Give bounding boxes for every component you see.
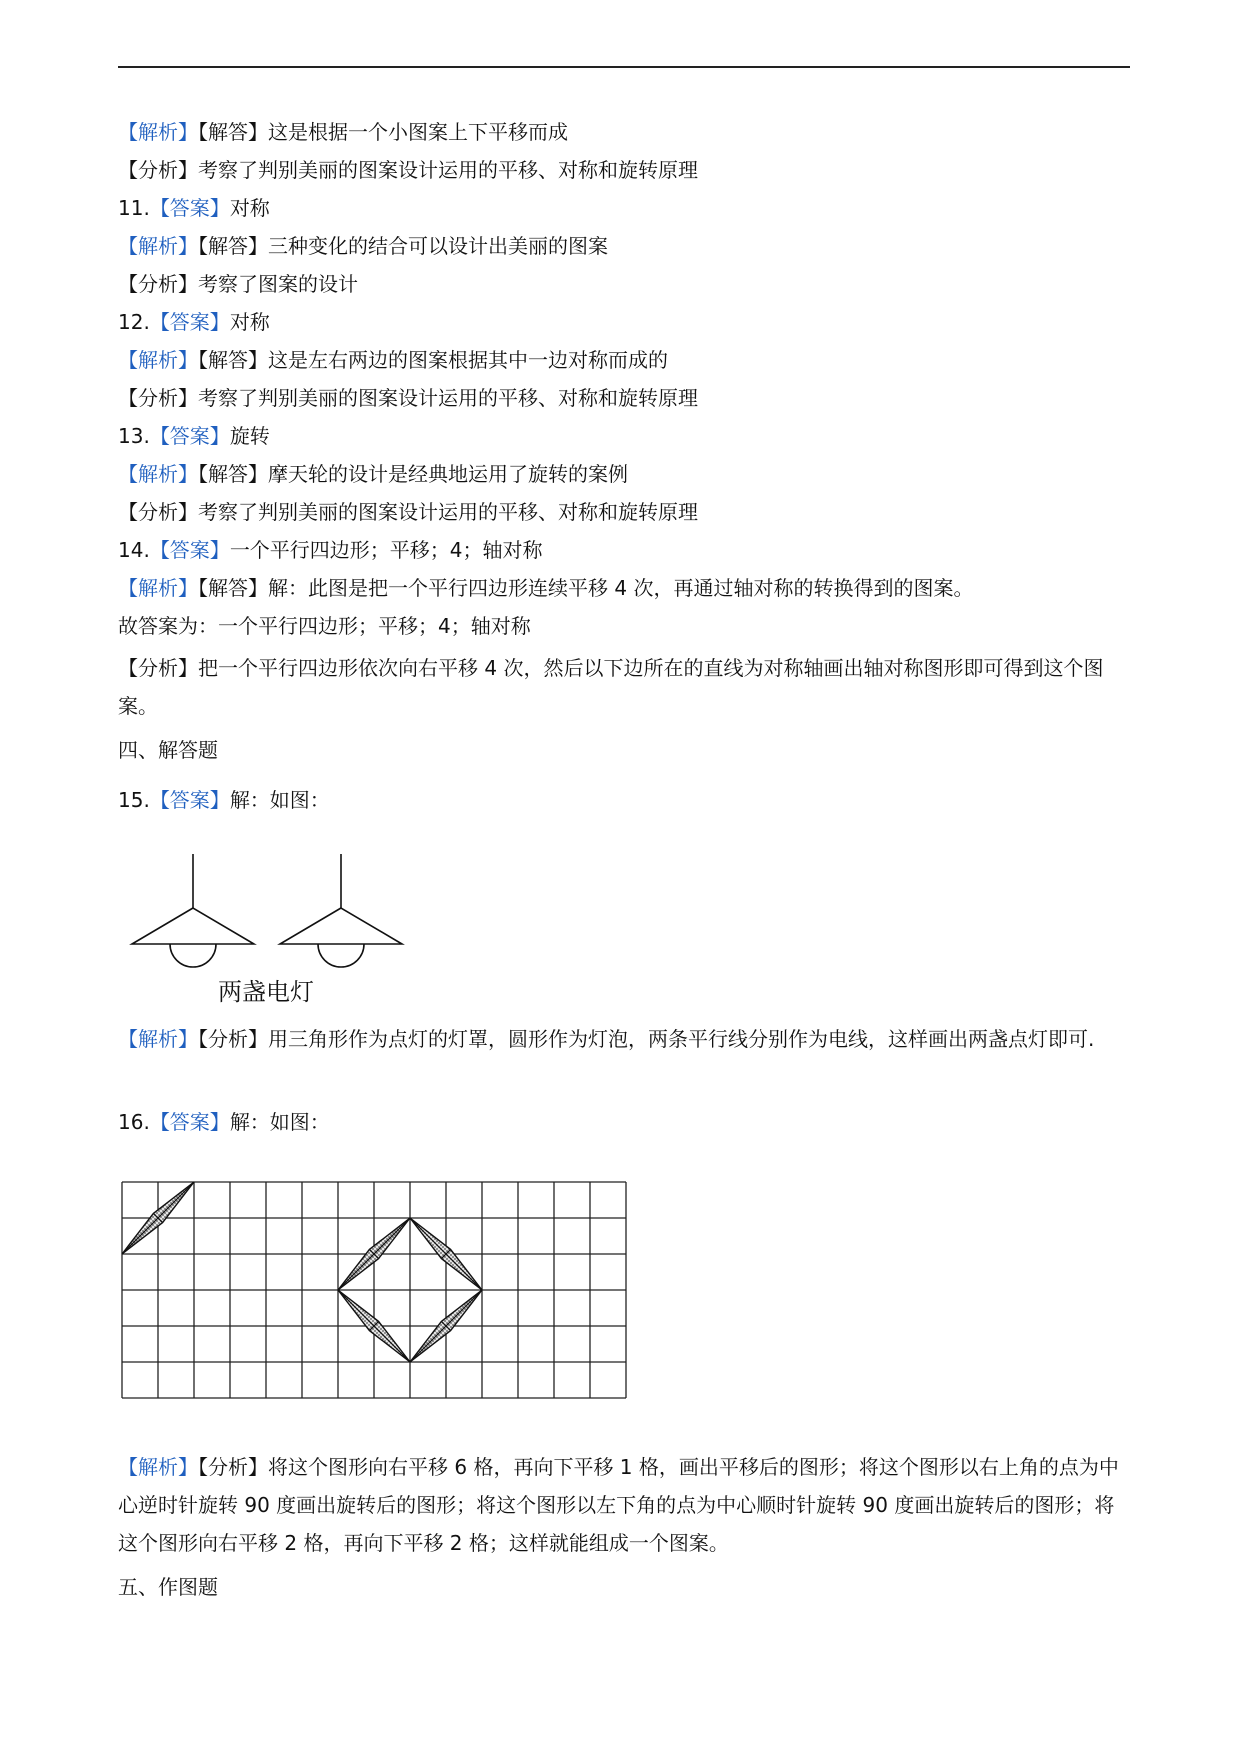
answer-label: 【答案】: [149, 1110, 230, 1134]
jiexi-label: 【解析】: [118, 1455, 198, 1479]
text: 将这个图形向右平移 6 格，再向下平移 1 格，画出平移后的图形；将这个图形以右上角的点为中心逆时针旋转 90 度画出旋转后的图形；将这个图形以左下角的点为中心顺时针旋转 90 度画出旋转后的图形；将这个图形向右平移 2 格，再向下平移 2 格；这样就能组成一个图案。: [118, 1455, 1119, 1555]
analysis-line: [118, 269, 358, 299]
fenxi-label: 【分析】: [118, 272, 198, 296]
lamp-left: [132, 854, 254, 967]
question-number: 11.: [118, 196, 150, 220]
answer-text: 对称: [229, 196, 270, 220]
analysis-line: [118, 155, 698, 185]
jiexi-label: 【解析】: [118, 234, 198, 258]
figure-caption: 两盏电灯: [218, 978, 314, 1006]
jiexi-label: 【解析】: [118, 576, 198, 600]
question-number: 14.: [118, 538, 150, 562]
jieda-label: 【解答】: [198, 462, 268, 486]
answer-text: 解：如图：: [229, 788, 330, 812]
two-lamps-figure: [128, 850, 418, 1010]
text: 解：此图是把一个平行四边形连续平移 4 次，再通过轴对称的转换得到的图案。: [268, 576, 974, 600]
explanation-paragraph: [118, 1020, 1130, 1058]
explanation-paragraph: [118, 1448, 1130, 1562]
fenxi-label: 【分析】: [118, 386, 198, 410]
jiexi-label: 【解析】: [118, 348, 198, 372]
section-heading-4: [118, 735, 218, 765]
square-grid: [122, 1182, 626, 1398]
jiexi-label: 【解析】: [118, 1027, 198, 1051]
answer-text: 解：如图：: [229, 1110, 330, 1134]
text: 这是左右两边的图案根据其中一边对称而成的: [268, 348, 668, 372]
answer-line-11: [118, 193, 270, 223]
answer-line-12: [118, 307, 270, 337]
text: 五、作图题: [118, 1575, 218, 1599]
fenxi-label: 【分析】: [118, 500, 198, 524]
answer-label: 【答案】: [149, 310, 230, 334]
answer-text: 对称: [229, 310, 270, 334]
text: 摩天轮的设计是经典地运用了旋转的案例: [268, 462, 628, 486]
text: 考察了判别美丽的图案设计运用的平移、对称和旋转原理: [198, 500, 698, 524]
explanation-line: [118, 345, 668, 375]
analysis-line: [118, 383, 698, 413]
jieda-label: 【解答】: [198, 348, 268, 372]
jiexi-label: 【解析】: [118, 120, 198, 144]
explanation-line: [118, 117, 568, 147]
analysis-paragraph: [118, 649, 1130, 725]
text: 故答案为：一个平行四边形；平移；4；轴对称: [118, 614, 531, 638]
fenxi-label: 【分析】: [118, 158, 198, 182]
conclusion-line: [118, 611, 531, 641]
answer-line-13: [118, 421, 270, 451]
fenxi-label: 【分析】: [198, 1027, 268, 1051]
question-number: 13.: [118, 424, 150, 448]
text: 四、解答题: [118, 738, 218, 762]
answer-label: 【答案】: [149, 538, 230, 562]
lamp-right: [280, 854, 402, 967]
text: 用三角形作为点灯的灯罩，圆形作为灯泡，两条平行线分别作为电线，这样画出两盏点灯即可.: [268, 1027, 1095, 1051]
answer-label: 【答案】: [149, 196, 230, 220]
text: 把一个平行四边形依次向右平移 4 次，然后以下边所在的直线为对称轴画出轴对称图形即可得到这个图案。: [118, 656, 1104, 718]
answer-text: 一个平行四边形；平移；4；轴对称: [229, 538, 543, 562]
answer-label: 【答案】: [149, 788, 230, 812]
jieda-label: 【解答】: [198, 576, 268, 600]
header-rule: [118, 66, 1130, 68]
section-heading-5: [118, 1572, 218, 1602]
text: 考察了判别美丽的图案设计运用的平移、对称和旋转原理: [198, 158, 698, 182]
answer-line-16: [118, 1107, 330, 1137]
question-number: 16.: [118, 1110, 150, 1134]
explanation-line: [118, 573, 973, 603]
question-number: 12.: [118, 310, 150, 334]
explanation-line: [118, 231, 608, 261]
text: 考察了判别美丽的图案设计运用的平移、对称和旋转原理: [198, 386, 698, 410]
answer-text: 旋转: [229, 424, 270, 448]
grid-pattern-figure: [120, 1180, 630, 1410]
jiexi-label: 【解析】: [118, 462, 198, 486]
text: 考察了图案的设计: [198, 272, 358, 296]
answer-label: 【答案】: [149, 424, 230, 448]
answer-line-14: [118, 535, 543, 565]
explanation-line: [118, 459, 628, 489]
text: 三种变化的结合可以设计出美丽的图案: [268, 234, 608, 258]
fenxi-label: 【分析】: [118, 656, 198, 680]
jieda-label: 【解答】: [198, 234, 268, 258]
answer-line-15: [118, 785, 330, 815]
text: 这是根据一个小图案上下平移而成: [268, 120, 568, 144]
question-number: 15.: [118, 788, 150, 812]
analysis-line: [118, 497, 698, 527]
fenxi-label: 【分析】: [198, 1455, 268, 1479]
jieda-label: 【解答】: [198, 120, 268, 144]
